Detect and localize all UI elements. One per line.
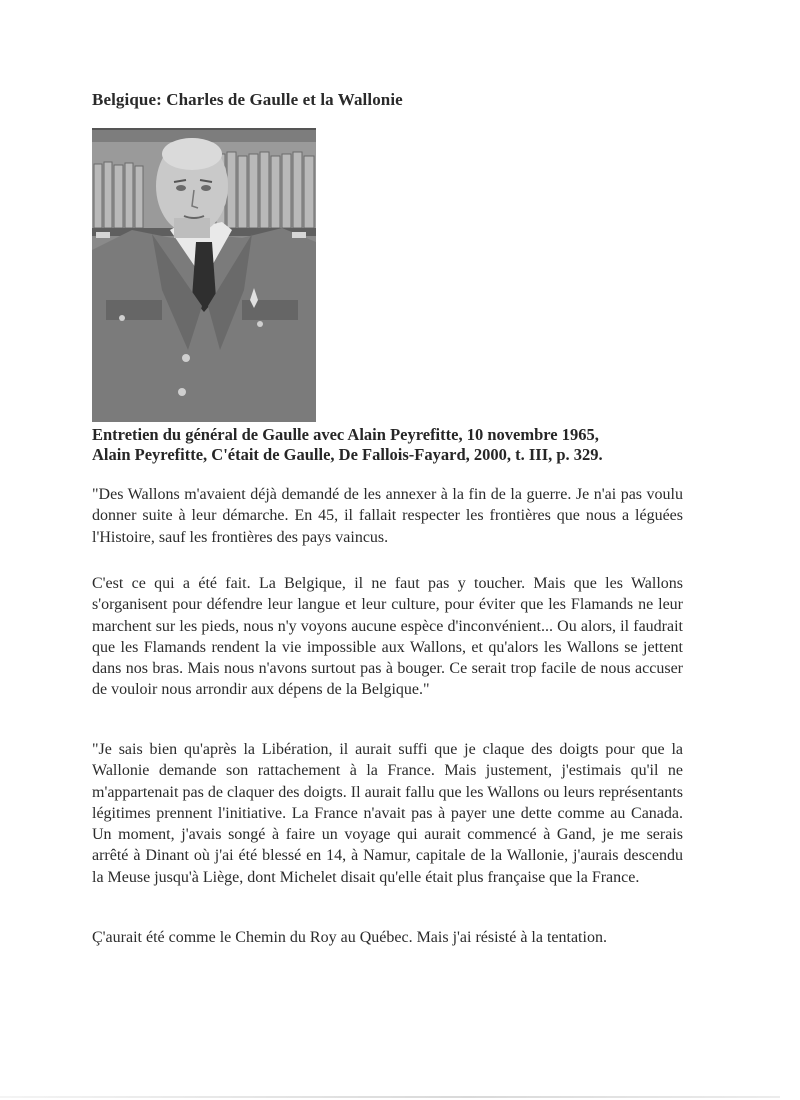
photo-caption-citation	[92, 425, 603, 465]
document-title: Belgique: Charles de Gaulle et la Wallonie	[92, 90, 403, 109]
scan-edge-shadow	[0, 1096, 780, 1098]
quote-paragraph: Ç'aurait été comme le Chemin du Roy au Québec. Mais j'ai résisté à la tentation.	[92, 929, 607, 946]
quote-paragraph: "Je sais bien qu'après la Libération, il aurait suffi que je claque des doigts pour que la Wallonie demande son rattachement à la France. Mais justement, j'estimais qu'il ne m'appartenait pas de claquer des doigts. Il aurait fallu que les Wallons ou leurs représentants légitimes prennent l'initiative. La France n'avait pas à payer une dette comme au Canada. Un moment, j'avais songé à faire un voyage qui aurait commencé à Gand, je me serais arrêté à Dinant où j'ai été blessé en 14, à Namur, capitale de la Wallonie, j'aurais descendu la Meuse jusqu'à Liège, dont Michelet disait qu'elle était plus française que la France.	[92, 741, 683, 886]
quote-paragraph: C'est ce qui a été fait. La Belgique, il ne faut pas y toucher. Mais que les Wallons s'organisent pour défendre leur langue et leur culture, pour éviter que les Flamands ne leur marchent sur les pieds, nous n'y voyons aucune espèce d'inconvénient... Ou alors, il faudrait que les Flamands rendent la vie impossible aux Wallons, et qu'alors les Wallons se jettent dans nos bras. Mais nous n'avons surtout pas à bouger. Ce serait trop facile de nous accuser de vouloir nous arrondir aux dépens de la Belgique."	[92, 575, 683, 699]
de-gaulle-portrait-photo	[92, 130, 316, 422]
quote-paragraph: "Des Wallons m'avaient déjà demandé de les annexer à la fin de la guerre. Je n'ai pas voulu donner suite à leur démarche. En 45, il fallait respecter les frontières que nous a léguées l'Histoire, sauf les frontières des pays vaincus.	[92, 486, 683, 546]
citation-line-interview: Entretien du général de Gaulle avec Alain Peyrefitte, 10 novembre 1965,	[92, 425, 599, 444]
portrait-illustration	[92, 130, 316, 422]
citation-line-source: Alain Peyrefitte, C'était de Gaulle, De Fallois-Fayard, 2000, t. III, p. 329.	[92, 445, 603, 464]
